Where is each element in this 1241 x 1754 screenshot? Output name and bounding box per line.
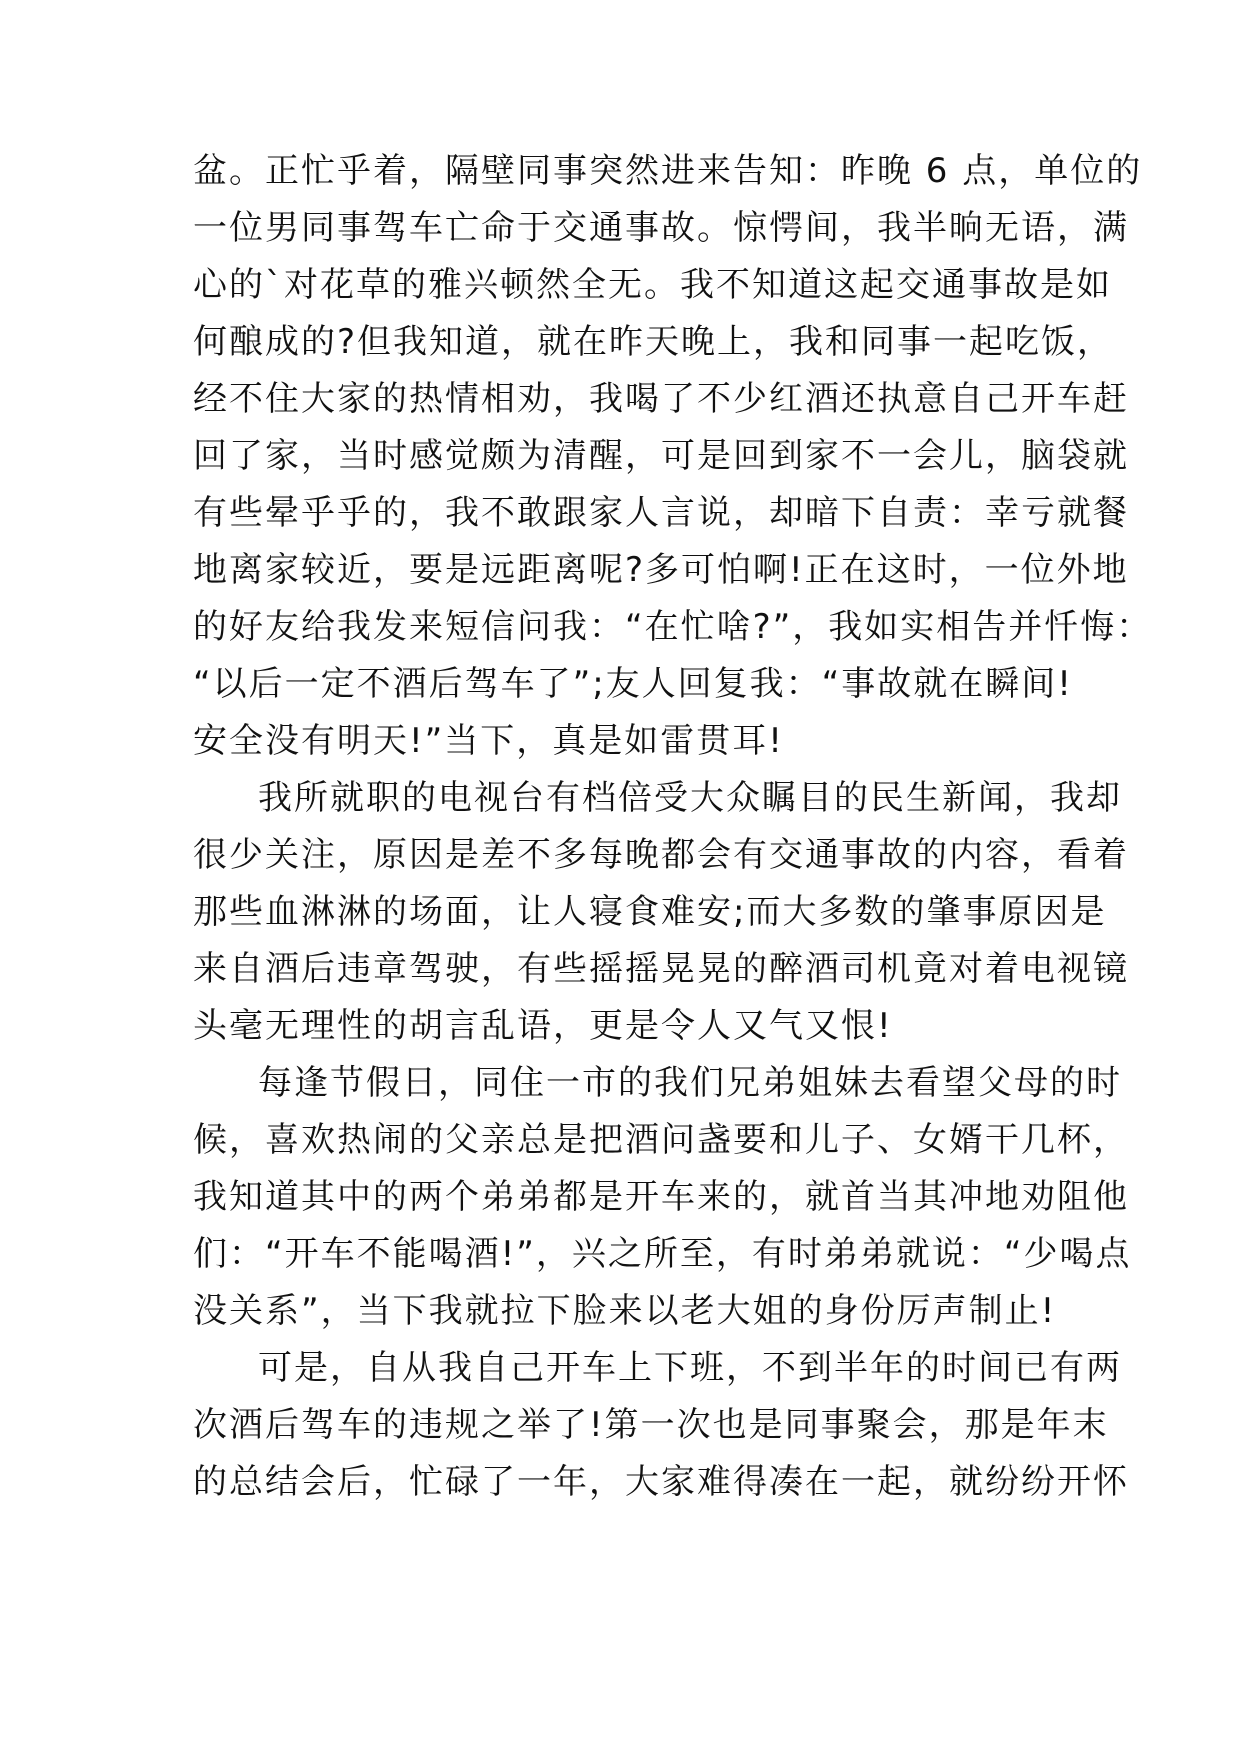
text-line: 来自酒后违章驾驶，有些摇摇晃晃的醉酒司机竟对着电视镜 <box>193 949 1129 989</box>
text-line: 那些血淋淋的场面，让人寝食难安;而大多数的肇事原因是 <box>193 892 1107 932</box>
text-line: 的总结会后，忙碌了一年，大家难得凑在一起，就纷纷开怀 <box>193 1462 1129 1502</box>
text-line: 心的`对花草的雅兴顿然全无。我不知道这起交通事故是如 <box>193 265 1112 305</box>
text-line: 候，喜欢热闹的父亲总是把酒问盏要和儿子、女婿干几杯， <box>193 1120 1129 1160</box>
text-line: 头毫无理性的胡言乱语，更是令人又气又恨! <box>193 1006 893 1046</box>
text-line: 地离家较近，要是远距离呢?多可怕啊!正在这时，一位外地 <box>193 550 1129 590</box>
text-line: 次酒后驾车的违规之举了!第一次也是同事聚会，那是年末 <box>193 1405 1109 1445</box>
text-line: 回了家，当时感觉颇为清醒，可是回到家不一会儿，脑袋就 <box>193 436 1129 476</box>
paragraph-first-line: 可是，自从我自己开车上下班，不到半年的时间已有两 <box>258 1348 1122 1388</box>
text-line: 很少关注，原因是差不多每晚都会有交通事故的内容，看着 <box>193 835 1129 875</box>
paragraph-first-line: 每逢节假日，同住一市的我们兄弟姐妹去看望父母的时 <box>258 1063 1122 1103</box>
paragraph-first-line: 我所就职的电视台有档倍受大众瞩目的民生新闻，我却 <box>258 778 1122 818</box>
text-line: 何酿成的?但我知道，就在昨天晚上，我和同事一起吃饭， <box>193 322 1114 362</box>
text-line: “以后一定不酒后驾车了”;友人回复我：“事故就在瞬间! <box>193 664 1073 704</box>
text-line: 没关系”，当下我就拉下脸来以老大姐的身份厉声制止! <box>193 1291 1057 1331</box>
text-line: 一位男同事驾车亡命于交通事故。惊愕间，我半晌无语，满 <box>193 208 1129 248</box>
text-line: 有些晕乎乎的，我不敢跟家人言说，却暗下自责：幸亏就餐 <box>193 493 1129 533</box>
text-line: 的好友给我发来短信问我：“在忙啥?”，我如实相告并忏悔： <box>193 607 1153 647</box>
text-line: 经不住大家的热情相劝，我喝了不少红酒还执意自己开车赶 <box>193 379 1129 419</box>
text-line: 安全没有明天!”当下，真是如雷贯耳! <box>193 721 784 761</box>
text-line: 们：“开车不能喝酒!”，兴之所至，有时弟弟就说：“少喝点 <box>193 1234 1132 1274</box>
text-line: 盆。正忙乎着，隔壁同事突然进来告知：昨晚 6 点，单位的 <box>193 151 1143 191</box>
text-line: 我知道其中的两个弟弟都是开车来的，就首当其冲地劝阻他 <box>193 1177 1129 1217</box>
